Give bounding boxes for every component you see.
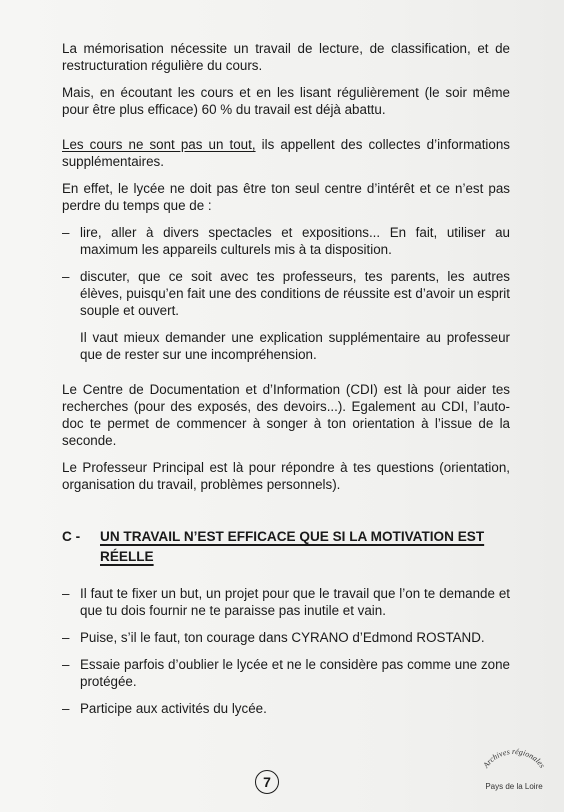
svg-text:Archives régionales: Archives régionales (481, 748, 547, 770)
section-title: UN TRAVAIL N’EST EFFICACE QUE SI LA MOTIVATION EST RÉELLE (100, 529, 485, 564)
paragraph-lycee-interet: En effet, le lycée ne doit pas être ton seul centre d’intérêt et ce n’est pas perdre du temps que de : (62, 181, 510, 213)
list-item: – discuter, que ce soit avec tes professeurs, tes parents, les autres élèves, puisqu’en fait une des conditions de réussite est d’avoir un esprit souple et ouvert. (62, 269, 510, 318)
paragraph-professeur-principal: Le Professeur Principal est là pour répondre à tes questions (orientation, organisation du travail, problèmes personnels). (62, 460, 510, 492)
page-content (62, 40, 510, 717)
underlined-phrase: Les cours ne sont pas un tout, (62, 137, 256, 152)
section-letter: C - (62, 529, 81, 544)
list-item: – Participe aux activités du lycée. (62, 701, 267, 716)
dash-bullet: – (62, 630, 70, 645)
dash-bullet: – (62, 269, 70, 284)
page-number: 7 (255, 770, 279, 794)
stamp-arc-text (478, 748, 550, 782)
dash-bullet: – (62, 225, 70, 240)
stamp-region: Pays de la Loire (485, 782, 543, 791)
paragraph-ecoute: Mais, en écoutant les cours et en les lisant régulièrement (le soir même pour être plus efficace) 60 % du travail est déjà abattu. (62, 85, 510, 117)
list-item: – Il faut te fixer un but, un projet pour que le travail que l’on te demande et que tu dois fournir ne te paraisse pas inutile et vain. (62, 586, 510, 618)
list-item: – Puise, s’il le faut, ton courage dans CYRANO d’Edmond ROSTAND. (62, 630, 485, 645)
archive-stamp (478, 748, 550, 800)
paragraph-cours: Les cours ne sont pas un tout, ils appellent des collectes d’informations supplémentaires. (62, 137, 510, 169)
list-item: – lire, aller à divers spectacles et expositions... En fait, utiliser au maximum les appareils culturels mis à ta disposition. (62, 225, 510, 257)
section-c-heading (62, 527, 510, 567)
paragraph-explication: Il vaut mieux demander une explication supplémentaire au professeur que de rester sur une incompréhension. (80, 330, 510, 362)
paragraph-cdi: Le Centre de Documentation et d’Information (CDI) est là pour aider tes recherches (pour des exposés, des devoirs...). Egalement au CDI, l’auto-doc te permet de commencer à songer à ton orientation à l’issue de la seconde. (62, 382, 510, 448)
dash-bullet: – (62, 701, 70, 716)
paragraph-memorisation: La mémorisation nécessite un travail de lecture, de classification, et de restructuration régulière du cours. (62, 41, 510, 73)
dash-bullet: – (62, 586, 70, 601)
list-item: – Essaie parfois d’oublier le lycée et ne le considère pas comme une zone protégée. (62, 657, 510, 689)
dash-bullet: – (62, 657, 70, 672)
